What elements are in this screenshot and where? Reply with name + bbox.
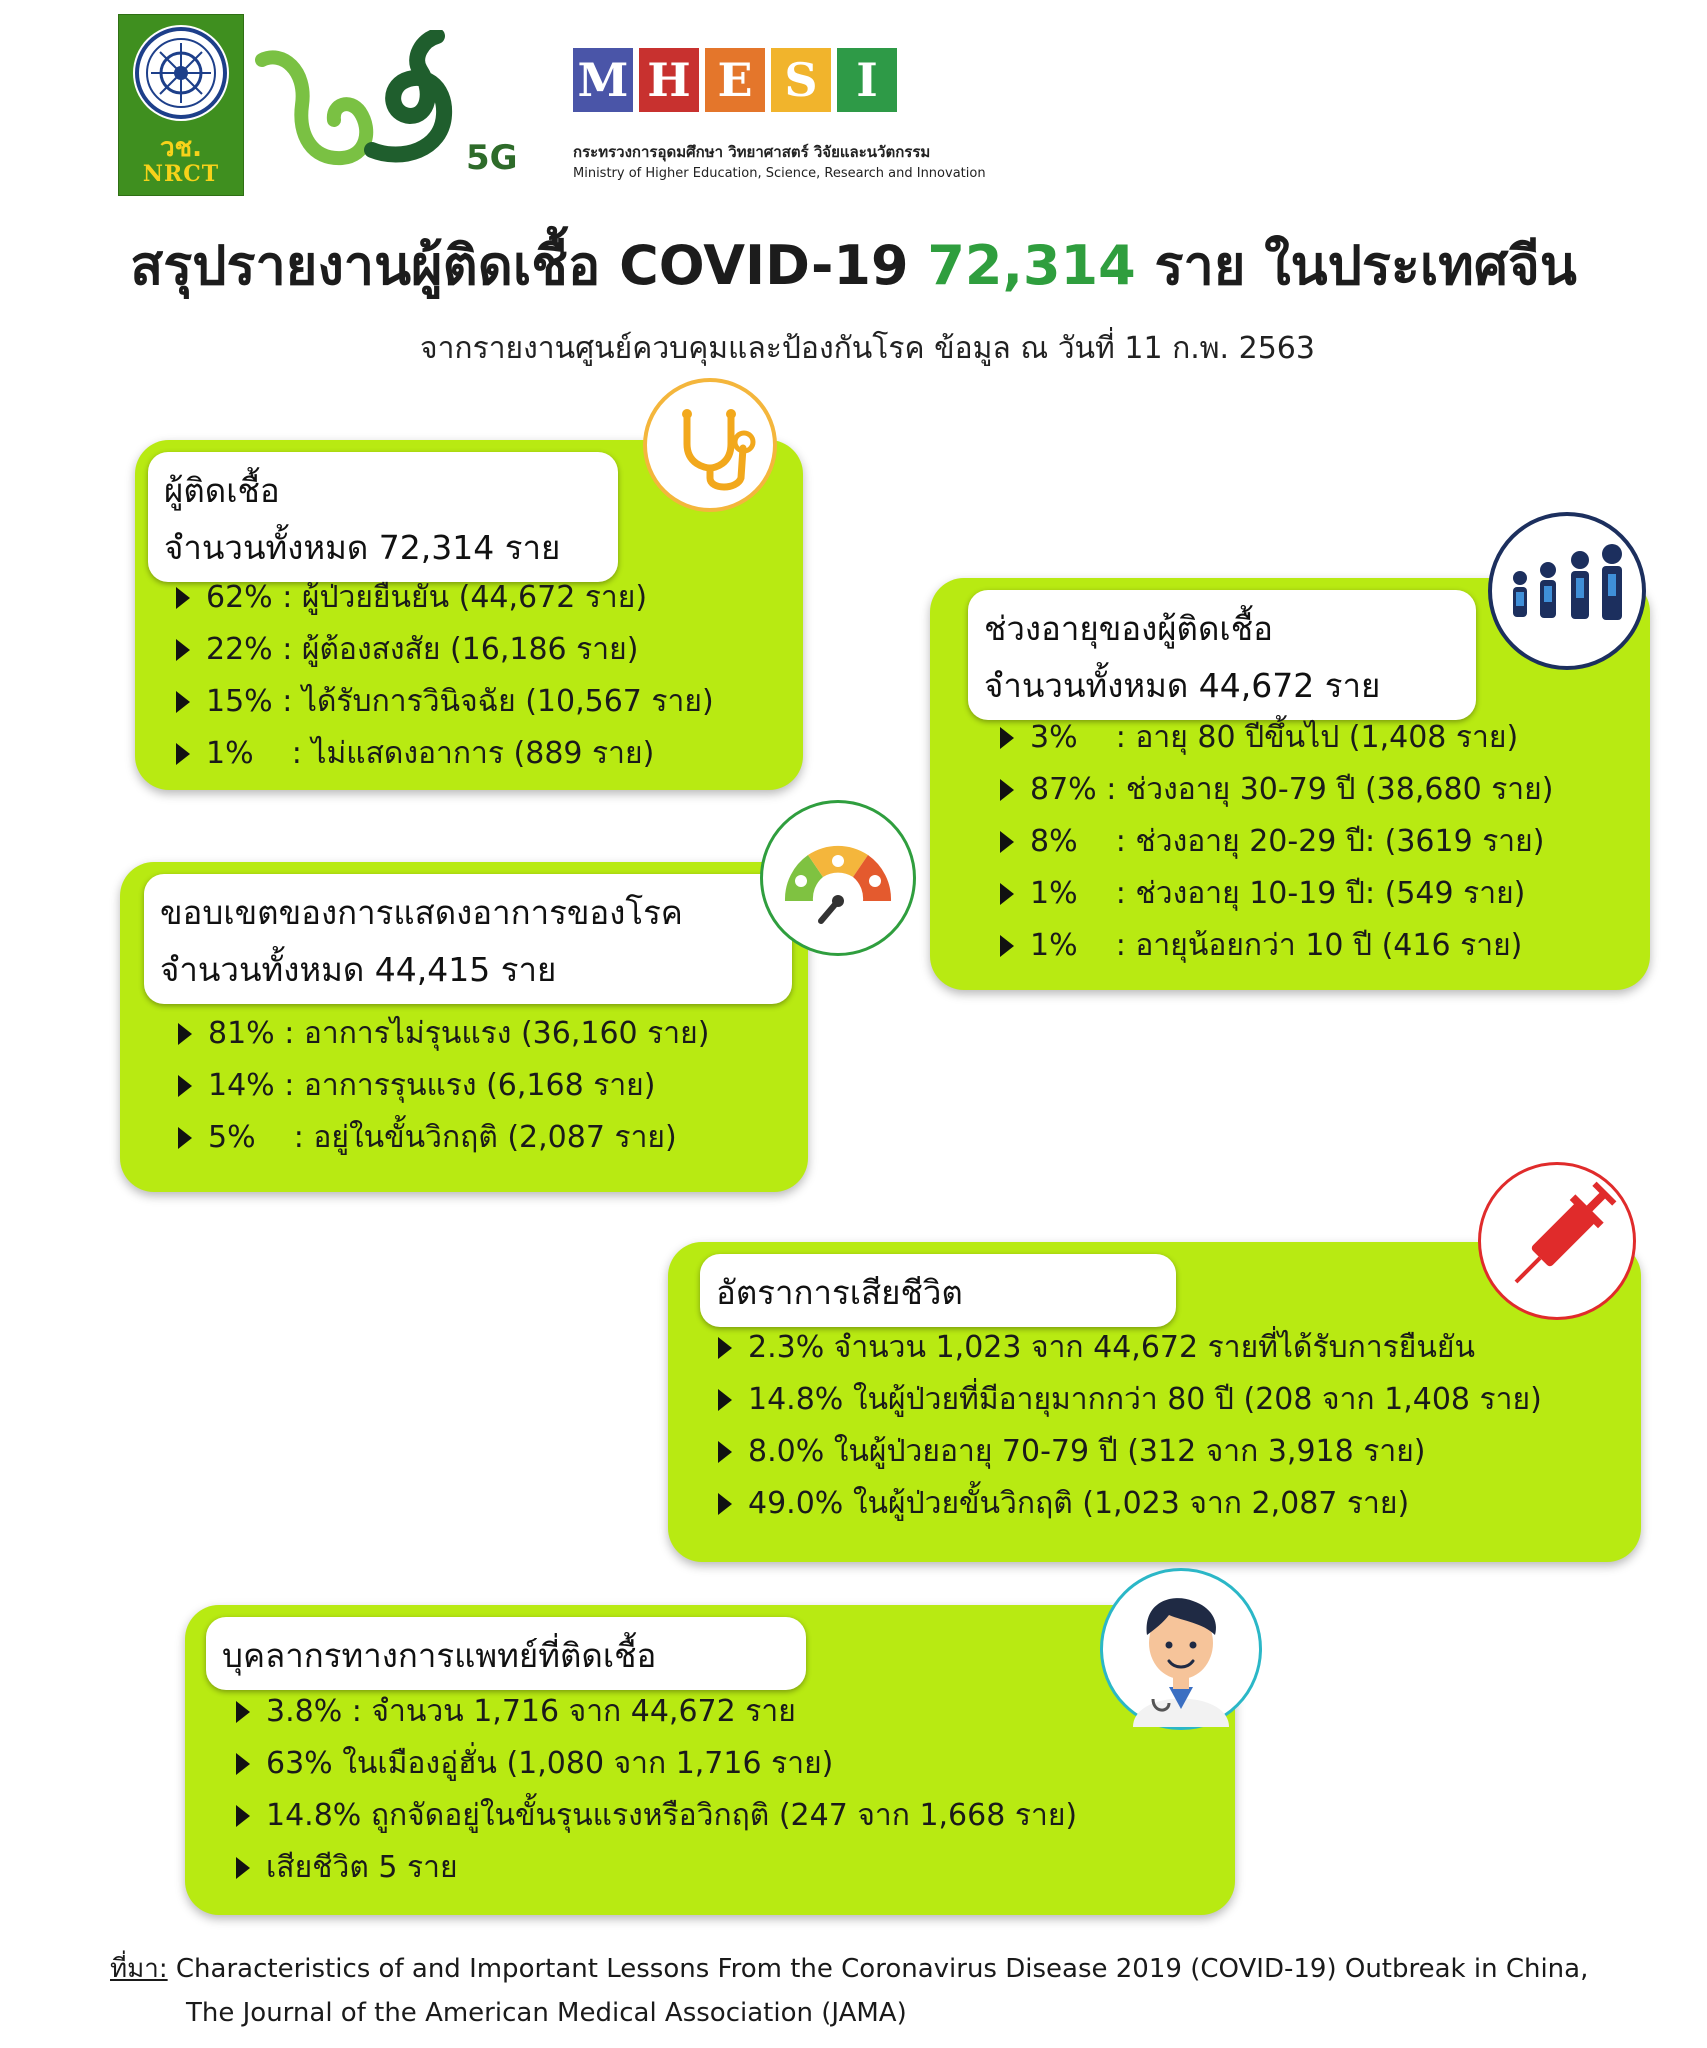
bullet-triangle-icon (176, 639, 190, 661)
severity-gauge-icon (760, 800, 916, 956)
list-item (176, 676, 714, 728)
medical-staff-heading-line1: บุคลากรทางการแพทย์ที่ติดเชื้อ (222, 1636, 657, 1675)
list-item-text: 8% : ช่วงอายุ 20-29 ปี: (3619 ราย) (1030, 824, 1545, 859)
infected-heading-line2: จำนวนทั้งหมด 72,314 ราย (164, 528, 561, 567)
list-item-text: 63% ในเมืองอู่ฮั่น (1,080 จาก 1,716 ราย) (266, 1746, 834, 1781)
list-item (718, 1374, 1542, 1426)
list-item (1000, 816, 1553, 868)
nrct-en-label: NRCT (142, 161, 220, 187)
list-item (178, 1008, 709, 1060)
list-item (1000, 712, 1553, 764)
vc60-5g-label: 5G (466, 138, 518, 178)
list-item-text: 5% : อยู่ในขั้นวิกฤติ (2,087 ราย) (208, 1120, 677, 1155)
bullet-triangle-icon (236, 1753, 250, 1775)
source-line-2: The Journal of the American Medical Association (JAMA) (186, 1998, 907, 2028)
list-item-text: 1% : อายุน้อยกว่า 10 ปี (416 ราย) (1030, 928, 1523, 963)
list-item (236, 1686, 1077, 1738)
list-item-text: 3.8% : จำนวน 1,716 จาก 44,672 ราย (266, 1694, 796, 1729)
mhesi-letter-block: I (837, 48, 897, 112)
severity-heading-line2: จำนวนทั้งหมด 44,415 ราย (160, 950, 557, 989)
list-item-text: 8.0% ในผู้ป่วยอายุ 70-79 ปี (312 จาก 3,918 ราย) (748, 1434, 1426, 1469)
mhesi-letter-block: E (705, 48, 765, 112)
mortality-heading-line1: อัตราการเสียชีวิต (716, 1273, 963, 1312)
list-item-text: 15% : ได้รับการวินิจฉัย (10,567 ราย) (206, 684, 714, 719)
bullet-triangle-icon (176, 691, 190, 713)
mhesi-logo (573, 48, 1013, 188)
list-item (236, 1790, 1077, 1842)
list-item (236, 1738, 1077, 1790)
bullet-triangle-icon (1000, 779, 1014, 801)
bullet-triangle-icon (1000, 831, 1014, 853)
source-label: ที่มา: (110, 1954, 168, 1984)
syringe-icon (1478, 1162, 1636, 1320)
list-item (1000, 920, 1553, 972)
list-item (176, 728, 714, 780)
list-item-text: เสียชีวิต 5 ราย (266, 1850, 458, 1885)
title-text-after: ราย ในประเทศจีน (1135, 234, 1577, 297)
doctor-icon (1100, 1568, 1262, 1730)
list-item (1000, 764, 1553, 816)
list-item (718, 1478, 1542, 1530)
source-line-1 (110, 1948, 1588, 1989)
bullet-triangle-icon (176, 587, 190, 609)
mhesi-en-name: Ministry of Higher Education, Science, Research and Innovation (573, 166, 986, 181)
title-highlight-number: 72,314 (927, 234, 1136, 297)
mhesi-letter-block: M (573, 48, 633, 112)
list-item-text: 87% : ช่วงอายุ 30-79 ปี (38,680 ราย) (1030, 772, 1554, 807)
bullet-triangle-icon (718, 1389, 732, 1411)
bullet-triangle-icon (236, 1805, 250, 1827)
infected-card-heading (148, 452, 618, 582)
medical-staff-list (236, 1686, 1077, 1894)
bullet-triangle-icon (178, 1127, 192, 1149)
page-subtitle: จากรายงานศูนย์ควบคุมและป้องกันโรค ข้อมูล ณ วันที่ 11 ก.พ. 2563 (420, 331, 1315, 366)
family-icon (1488, 512, 1646, 670)
mortality-list (718, 1322, 1542, 1530)
bullet-triangle-icon (236, 1857, 250, 1879)
list-item (1000, 868, 1553, 920)
nrct-thai-label: วช. (159, 133, 203, 163)
list-item (178, 1060, 709, 1112)
severity-list (178, 1008, 709, 1164)
age-card-heading (968, 590, 1476, 720)
bullet-triangle-icon (1000, 935, 1014, 957)
bullet-triangle-icon (178, 1023, 192, 1045)
nrct-logo (118, 14, 244, 196)
list-item (718, 1322, 1542, 1374)
mhesi-letter-blocks (573, 48, 1013, 112)
list-item (176, 624, 714, 676)
severity-card-heading (144, 874, 792, 1004)
nrct-seal-icon (133, 25, 229, 121)
infected-heading-line1: ผู้ติดเชื้อ (164, 471, 280, 510)
list-item (236, 1842, 1077, 1894)
stethoscope-icon (643, 378, 777, 512)
list-item-text: 62% : ผู้ป่วยยืนยัน (44,672 ราย) (206, 580, 648, 615)
infected-list (176, 572, 714, 780)
bullet-triangle-icon (236, 1701, 250, 1723)
list-item-text: 14% : อาการรุนแรง (6,168 ราย) (208, 1068, 656, 1103)
bullet-triangle-icon (178, 1075, 192, 1097)
bullet-triangle-icon (718, 1441, 732, 1463)
list-item-text: 1% : ช่วงอายุ 10-19 ปี: (549 ราย) (1030, 876, 1526, 911)
list-item-text: 49.0% ในผู้ป่วยขั้นวิกฤติ (1,023 จาก 2,087 ราย) (748, 1486, 1410, 1521)
list-item (178, 1112, 709, 1164)
page-title (0, 222, 1707, 308)
mhesi-thai-name: กระทรวงการอุดมศึกษา วิทยาศาสตร์ วิจัยและนวัตกรรม (573, 143, 931, 161)
list-item (718, 1426, 1542, 1478)
bullet-triangle-icon (1000, 883, 1014, 905)
age-heading-line1: ช่วงอายุของผู้ติดเชื้อ (984, 609, 1273, 648)
bullet-triangle-icon (718, 1493, 732, 1515)
bullet-triangle-icon (718, 1337, 732, 1359)
vc60-mark-icon (252, 30, 472, 180)
vc60-logo (252, 30, 532, 180)
list-item (176, 572, 714, 624)
title-text-before: สรุปรายงานผู้ติดเชื้อ COVID-19 (130, 234, 928, 297)
bullet-triangle-icon (176, 743, 190, 765)
severity-heading-line1: ขอบเขตของการแสดงอาการของโรค (160, 893, 683, 932)
list-item-text: 14.8% ในผู้ป่วยที่มีอายุมากกว่า 80 ปี (208 จาก 1,408 ราย) (748, 1382, 1542, 1417)
mortality-card-heading (700, 1254, 1176, 1327)
list-item-text: 14.8% ถูกจัดอยู่ในขั้นรุนแรงหรือวิกฤติ (247 จาก 1,668 ราย) (266, 1798, 1078, 1833)
list-item-text: 2.3% จำนวน 1,023 จาก 44,672 รายที่ได้รับการยืนยัน (748, 1330, 1475, 1365)
list-item-text: 81% : อาการไม่รุนแรง (36,160 ราย) (208, 1016, 710, 1051)
age-list (1000, 712, 1553, 972)
bullet-triangle-icon (1000, 727, 1014, 749)
list-item-text: 1% : ไม่แสดงอาการ (889 ราย) (206, 736, 655, 771)
age-heading-line2: จำนวนทั้งหมด 44,672 ราย (984, 666, 1381, 705)
source-reference-title: Characteristics of and Important Lessons From the Coronavirus Disease 2019 (COVID-19) Outbreak in China, (167, 1954, 1589, 1984)
medical-staff-card-heading (206, 1617, 806, 1690)
mhesi-letter-block: S (771, 48, 831, 112)
list-item-text: 3% : อายุ 80 ปีขึ้นไป (1,408 ราย) (1030, 720, 1519, 755)
mhesi-letter-block: H (639, 48, 699, 112)
list-item-text: 22% : ผู้ต้องสงสัย (16,186 ราย) (206, 632, 639, 667)
